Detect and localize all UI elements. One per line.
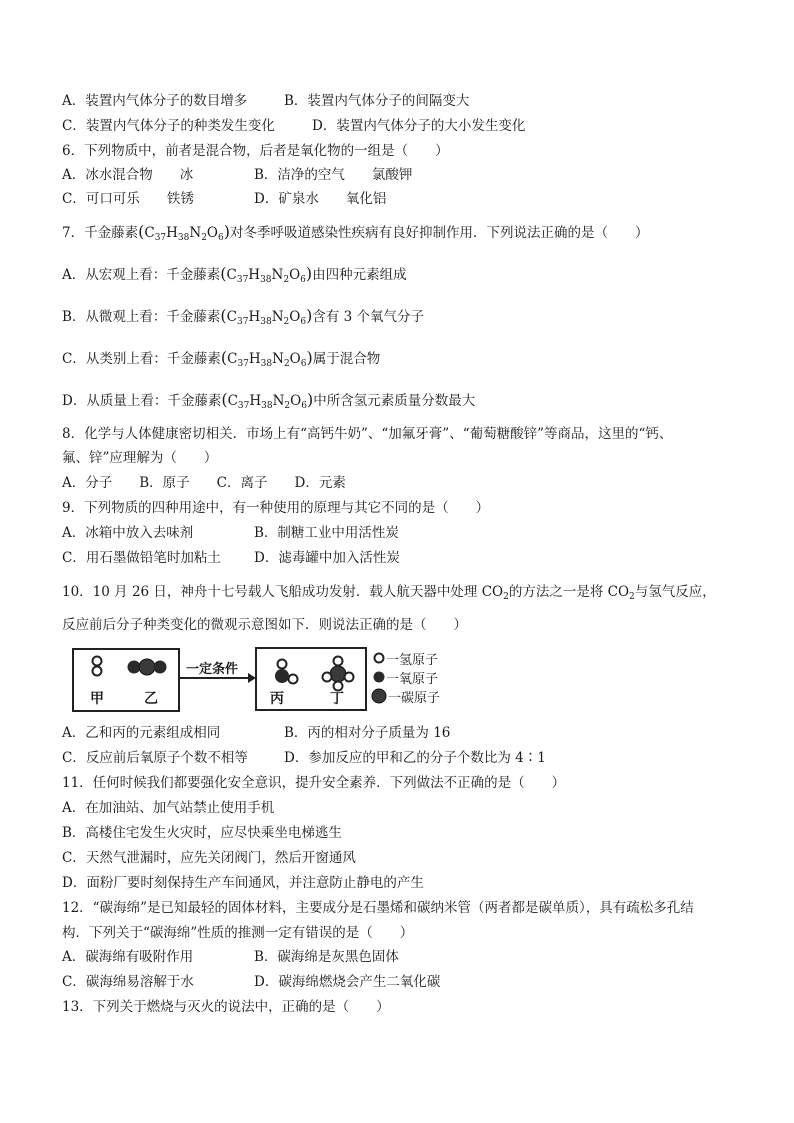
q10-row2 (62, 749, 546, 767)
q9-option-d: D．滤毒罐中加入活性炭 (254, 550, 400, 566)
h2o-hydrogen-top (278, 660, 287, 669)
legend-hydrogen: 一氢原子 (386, 653, 439, 668)
label-yi: 乙 (144, 691, 158, 707)
q12-option-d: D．碳海绵燃烧会产生二氧化碳 (254, 974, 441, 990)
q11-option-a: A．在加油站、加气站禁止使用手机 (62, 800, 275, 816)
q5-row1 (62, 92, 469, 110)
q10-stem-line2: 反应前后分子种类变化的微观示意图如下．则说法正确的是（ ） (62, 617, 467, 633)
q9-stem: 9．下列物质的四种用途中，有一种使用的原理与其它不同的是（ ） (62, 500, 490, 516)
legend-oxygen: 一氧原子 (386, 672, 439, 687)
q7-formula: $(C_{37}H_{38}N_2O_6)$ (138, 222, 230, 243)
q7-option-d: D．从质量上看：千金藤素$(C_{37}H_{38}N_2O_6)$中所含氢元素质量分数最大 (62, 390, 476, 411)
q10-row1 (62, 724, 450, 742)
q8-stem-line1: 8．化学与人体健康密切相关．市场上有“高钙牛奶”、“加氟牙膏”、“葡萄糖酸锌”等商品，这里的“钙、 (62, 426, 673, 442)
q6-option-c: C．可口可乐 铁锈 (62, 191, 194, 207)
q11-option-c: C．天然气泄漏时，应先关闭阀门，然后开窗通风 (62, 850, 356, 866)
q7-option-c: C．从类别上看：千金藤素$(C_{37}H_{38}N_2O_6)$属于混合物 (62, 348, 381, 369)
label-ding: 丁 (330, 691, 344, 707)
q12-option-b: B．碳海绵是灰黑色固体 (254, 949, 399, 965)
q9-option-a: A．冰箱中放入去味剂 (62, 525, 194, 541)
q5-option-b: B．装置内气体分子的间隔变大 (284, 93, 470, 109)
h2-atom-bottom (93, 667, 102, 676)
legend-carbon-symbol (372, 689, 386, 703)
legend-carbon: 一碳原子 (388, 691, 441, 706)
q9-option-b: B．制糖工业中用活性炭 (254, 525, 399, 541)
q5-option-d: D．装置内气体分子的大小发生变化 (312, 118, 526, 134)
q7-stem: 7．千金藤素$(C_{37}H_{38}N_2O_6)$对冬季呼吸道感染性疾病有良好抑制作用．下列说法正确的是（ ） (62, 222, 649, 243)
reaction-diagram (72, 644, 492, 714)
q12-row1 (62, 948, 399, 966)
ch4-carbon (330, 666, 346, 682)
q12-stem-line2: 构．下列关于“碳海绵”性质的推测一定有错误的是（ ） (62, 925, 414, 941)
legend-oxygen-symbol (374, 672, 385, 683)
q11-option-d: D．面粉厂要时刻保持生产车间通风，并注意防止静电的产生 (62, 875, 424, 891)
ch4-hydrogen-right (345, 673, 354, 682)
q6-option-b: B．洁净的空气 氯酸钾 (254, 167, 413, 183)
label-jia: 甲 (90, 691, 104, 707)
q10-stem-line1: 10．10 月 26 日，神舟十七号载人飞船成功发射．载人航天器中处理 $CO_2$的方法之一是将 $CO_2$与氢气反应， (62, 584, 716, 602)
q9-row2 (62, 549, 400, 567)
ch4-hydrogen-top (334, 657, 343, 666)
co2-carbon (139, 659, 155, 675)
q12-option-c: C．碳海绵易溶解于水 (62, 974, 194, 990)
q10-option-d: D．参加反应的甲和乙的分子个数比为 4∶1 (284, 750, 546, 766)
label-bing: 丙 (270, 691, 284, 707)
q13-stem: 13．下列关于燃烧与灭火的说法中，正确的是（ ） (62, 999, 390, 1015)
h2o-hydrogen-right (289, 675, 298, 684)
h2o-oxygen (275, 669, 289, 683)
q7-option-b: B．从微观上看：千金藤素$(C_{37}H_{38}N_2O_6)$含有 3 个氧气分子 (62, 306, 424, 327)
q6-stem: 6．下列物质中，前者是混合物，后者是氧化物的一组是（ ） (62, 143, 449, 159)
q5-option-c: C．装置内气体分子的种类发生变化 (62, 118, 275, 134)
q9-row1 (62, 524, 399, 542)
q10-option-c: C．反应前后氧原子个数不相等 (62, 750, 248, 766)
ch4-hydrogen-left (323, 673, 332, 682)
q12-option-a: A．碳海绵有吸附作用 (62, 949, 194, 965)
reaction-arrow-head (248, 673, 256, 683)
q8-options: A．分子 B．原子 C．离子 D．元素 (62, 475, 346, 491)
q6-option-a: A．冰水混合物 冰 (62, 167, 194, 183)
q11-stem: 11．任何时候我们都要强化安全意识，提升安全素养．下列做法不正确的是（ ） (62, 775, 566, 791)
q8-stem-line2: 氟、锌”应理解为（ ） (62, 450, 218, 466)
q5-row2 (62, 117, 525, 135)
q7-number: 7．千金藤素 (62, 225, 139, 241)
q9-option-c: C．用石墨做铅笔时加粘土 (62, 550, 221, 566)
q12-row2 (62, 973, 440, 991)
q5-option-a: A．装置内气体分子的数目增多 (62, 93, 248, 109)
q10-option-a: A．乙和丙的元素组成相同 (62, 725, 221, 741)
q6-row1 (62, 166, 412, 184)
q11-option-b: B．高楼住宅发生火灾时，应尽快乘坐电梯逃生 (62, 825, 342, 841)
q6-row2 (62, 190, 386, 208)
q6-option-d: D．矿泉水 氧化铝 (254, 191, 387, 207)
reaction-condition: 一定条件 (186, 662, 239, 677)
q10-option-b: B．丙的相对分子质量为 16 (284, 725, 451, 741)
q7-option-a: A．从宏观上看：千金藤素$(C_{37}H_{38}N_2O_6)$由四种元素组成 (62, 264, 407, 285)
legend-hydrogen-symbol (375, 654, 384, 663)
co2-oxygen-right (154, 661, 167, 674)
h2-atom-top (93, 657, 102, 666)
q12-stem-line1: 12．“碳海绵”是已知最轻的固体材料，主要成分是石墨烯和碳纳米管（两者都是碳单质），具有疏松多孔结 (62, 900, 694, 916)
